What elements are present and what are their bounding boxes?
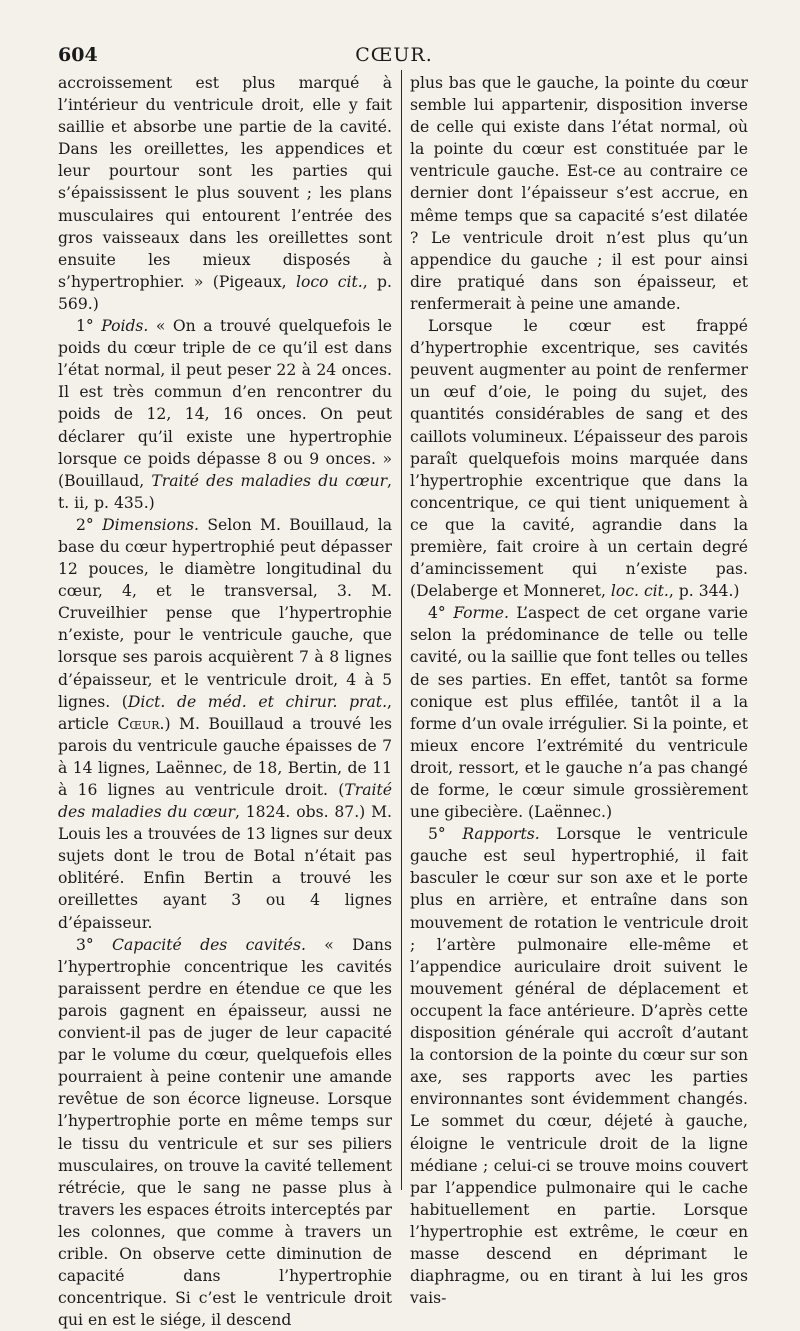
- paragraph: [410, 315, 748, 602]
- text-run: 1°: [76, 317, 102, 336]
- text-run: 3°: [76, 935, 113, 954]
- text-run: , p. 569.): [58, 272, 392, 313]
- paragraph: [410, 823, 748, 1309]
- page-header: [58, 44, 730, 70]
- italic-text: Dimensions.: [102, 515, 199, 534]
- text-run: Selon M. Bouillaud, la base du cœur hypertrophié peut dépasser 12 pouces, le diamètre longitudinal du cœur, 4, et le transversal, 3. M. Cruveilhier pense que l’hypertrophie n’existe, pour le ventricule gauche, que lorsque ses parois acquièrent 7 à 8 lignes d’épaisseur, et le ventricule droit, 4 à 5 lignes. (: [58, 515, 392, 711]
- italic-text: loco cit.: [295, 272, 363, 291]
- paragraph: [410, 602, 748, 823]
- small-caps-text: Cœur: [117, 714, 160, 733]
- italic-text: Forme.: [453, 604, 509, 623]
- italic-text: loc. cit.: [610, 582, 669, 601]
- text-run: 2°: [76, 515, 103, 534]
- text-run: Lorsque le ventricule gauche est seul hypertrophié, il fait basculer le cœur sur son axe et le porte plus en arrière, et entraîne dans son mouvement de rotation le ventricule droit ; l’artère pulmonaire elle-même et l’appendice auriculaire droit suivent le mouvement général de déplacement et occupent la face antérieure. D’après cette disposition générale qui accroît d’autant la contorsion de la pointe du cœur sur son axe, ses rapports avec les parties environnantes sont évidemment changés. Le sommet du cœur, déjeté à gauche, éloigne le ventricule droit de la ligne médiane ; celui-ci se trouve moins couvert par l’appendice pulmonaire qui le cache habituellement en partie. Lorsque l’hypertrophie est extrême, le cœur en masse descend en déprimant le diaphragme, ou en tirant à lui les gros vais-: [410, 825, 748, 1308]
- text-run: 4°: [428, 604, 454, 623]
- italic-text: Capacité des cavités.: [112, 935, 306, 954]
- text-run: accroissement est plus marqué à l’intérieur du ventricule droit, elle y fait saillie et absorbe une partie de la cavité. Dans les oreillettes, les appendices et leur pourtour sont les parties qui s’épaississent le plus souvent ; les plans musculaires qui entourent l’entrée des gros vaisseaux dans les oreillettes sont ensuite les mieux disposés à s’hypertrophier. » (Pigeaux,: [58, 74, 392, 291]
- paragraph: [410, 72, 748, 315]
- italic-text: Dict. de méd. et chirur. prat.: [127, 692, 388, 711]
- column-divider: [401, 70, 402, 1190]
- text-run: « On a trouvé quelquefois le poids du cœur triple de ce qu’il est dans l’état normal, il peut peser 22 à 24 onces. Il est très commun d’en rencontrer du poids de 12, 14, 16 onces. On peut déclarer qu’il existe une hypertrophie lorsque ce poids dépasse 8 ou 9 onces. » (Bouillaud,: [58, 317, 392, 490]
- text-run: , article: [58, 692, 392, 733]
- italic-text: Traité des maladies du cœur: [58, 781, 392, 822]
- text-run: , t. ii, p. 435.): [58, 471, 392, 512]
- running-title: CŒUR.: [355, 44, 433, 66]
- text-run: , p. 344.): [668, 582, 740, 601]
- text-run: Lorsque le cœur est frappé d’hypertrophie excentrique, ses cavités peuvent augmenter au point de renfermer un œuf d’oie, le poing du sujet, des quantités considérables de sang et des caillots volumineux. L’épaisseur des parois paraît quelquefois moins marquée dans l’hypertrophie excentrique que dans la concentrique, ce qui tient uniquement à ce que la cavité, agrandie dans la première, fait croire à un certain degré d’amincissement qui n’existe pas. (Delaberge et Monneret,: [410, 317, 748, 601]
- left-column: [58, 72, 392, 1331]
- text-run: « Dans l’hypertrophie concentrique les cavités paraissent perdre en étendue ce que les parois gagnent en épaisseur, aussi ne convient-il pas de juger de leur capacité par le volume du cœur, quelquefois elles pourraient à peine contenir une amande revêtue de son écorce ligneuse. Lorsque l’hypertrophie porte en même temps sur le tissu du ventricule et sur ses piliers musculaires, on trouve la cavité tellement rétrécie, que le sang ne passe plus à travers les espaces étroits interceptés par les colonnes, que comme à travers un crible. On observe cette diminution de capacité dans l’hypertrophie concentrique. Si c’est le ventricule droit qui en est le siége, il descend: [58, 935, 392, 1330]
- italic-text: Traité des maladies du cœur: [151, 471, 388, 490]
- paragraph: [58, 514, 392, 934]
- paragraph: [58, 934, 392, 1331]
- paragraph: [58, 72, 392, 315]
- italic-text: Rapports.: [462, 825, 540, 844]
- text-run: 5°: [428, 825, 463, 844]
- italic-text: Poids.: [101, 317, 149, 336]
- text-run: , 1824. obs. 87.) M. Louis les a trouvées de 13 lignes sur deux sujets dont le trou de Botal n’était pas oblitéré. Enfin Bertin a trouvé les oreillettes ayant 3 ou 4 lignes d’épaisseur.: [58, 803, 393, 932]
- text-run: plus bas que le gauche, la pointe du cœur semble lui appartenir, disposition inverse de celle qui existe dans l’état normal, où la pointe du cœur est constituée par le ventricule gauche. Est-ce au contraire ce dernier dont l’épaisseur s’est accrue, en même temps que sa capacité s’est dilatée ? Le ventricule droit n’est plus qu’un appendice du gauche ; il est pour ainsi dire pratiqué dans son épaisseur, et renfermerait à peine une amande.: [410, 74, 748, 313]
- page-number: 604: [58, 44, 98, 66]
- right-column: [410, 72, 748, 1309]
- text-run: L’aspect de cet organe varie selon la prédominance de telle ou telle cavité, ou la saillie que font telles ou telles de ses parties. En effet, tantôt sa forme conique est plus effilée, tantôt il a la forme d’un ovale irrégulier. Si la pointe, et mieux encore l’extrémité du ventricule droit, ressort, et le gauche n’a pas changé de forme, le cœur simule grossièrement une gibecière. (Laënnec.): [410, 604, 748, 822]
- paragraph: [58, 315, 392, 514]
- text-run: .) M. Bouillaud a trouvé les parois du ventricule gauche épaisses de 7 à 14 lignes, Laënnec, de 18, Bertin, de 11 à 16 lignes au ventricule droit. (: [58, 714, 392, 799]
